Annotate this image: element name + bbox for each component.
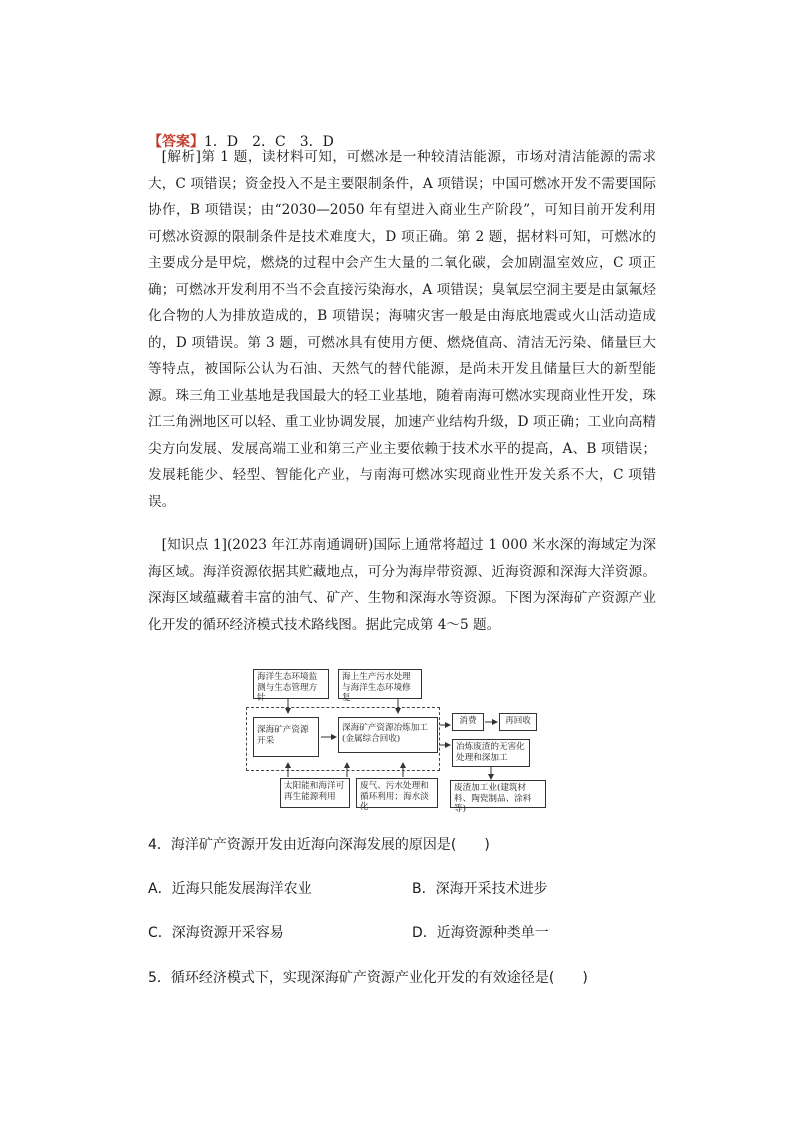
question-5-stem: 5．循环经济模式下，实现深海矿产资源产业化开发的有效途径是( ): [148, 970, 588, 986]
box-waste: 废气、污水处理和循环利用；海水淡化: [356, 778, 438, 808]
box-smelting: 深海矿产资源冶炼加工(金属综合回收): [338, 717, 438, 753]
answer-text: 1．D 2．C 3．D: [204, 134, 334, 150]
box-consume: 消费: [452, 713, 484, 731]
box-mining: 深海矿产资源开采: [253, 717, 319, 757]
analysis-paragraph: [解析]第 1 题，读材料可知，可燃冰是一种较清洁能源，市场对清洁能源的需求大，C 项错误；资金投入不是主要限制条件，A 项错误；中国可燃冰开发不需要国际协作，B 项错误；由“2030—2050 年有望进入商业生产阶段”，可知目前开发利用可燃冰资源的限制条件是技术难度大，D 项正确。第 2 题，据材料可知，可燃冰的主要成分是甲烷，燃烧的过程中会产生大量的二氧化碳，会加剧温室效应，C 项正确；可燃冰开发利用不当不会直接污染海水，A 项错误；臭氧层空洞主要是由氯氟烃化合物的人为排放造成的，B 项错误；海啸灾害一般是由海底地震或火山活动造成的，D 项错误。第 3 题，可燃冰具有使用方便、燃烧值高、清洁无污染、储量巨大等特点，被国际公认为石油、天然气的替代能源，是尚未开发且储量巨大的新型能源。珠三角工业基地是我国最大的轻工业基地，随着南海可燃冰实现商业性开发，珠江三角洲地区可以轻、重工业协调发展，加速产业结构升级，D 项正确；工业向高精尖方向发展、发展高端工业和第三产业主要依赖于技术水平的提高，A、B 项错误；发展耗能少、轻型、智能化产业，与南海可燃冰实现商业性开发关系不大，C 项错误。: [148, 149, 656, 510]
circular-economy-diagram: [243, 665, 558, 814]
box-monitoring: 海洋生态环境监测与生态管理方针: [253, 669, 329, 699]
q4-option-c[interactable]: C．深海资源开采容易: [148, 925, 284, 941]
answer-tag: 【答案】: [148, 134, 204, 150]
q4-option-a[interactable]: A．近海只能发展海洋农业: [148, 881, 312, 897]
box-sewage: 海上生产污水处理与海洋生态环境修复: [338, 669, 422, 699]
box-slag-treatment: 冶炼废渣的无害化处理和深加工: [452, 739, 530, 767]
question-4-stem: 4．海洋矿产资源开发由近海向深海发展的原因是( ): [148, 837, 490, 853]
knowledge-paragraph: [知识点 1](2023 年江苏南通调研)国际上通常将超过 1 000 米水深的海域定为深海区域。海洋资源依据其贮藏地点，可分为海岸带资源、近海资源和深海大洋资源。深海区域蕴藏着丰富的油气、矿产、生物和深海水等资源。下图为深海矿产资源产业化开发的循环经济模式技术路线图。据此完成第 4～5 题。: [148, 537, 656, 633]
q4-option-b[interactable]: B．深海开采技术进步: [412, 881, 548, 897]
q4-option-d[interactable]: D．近海资源种类单一: [412, 925, 549, 941]
box-slag-industry: 废渣加工业(建筑材料、陶瓷制品、涂料等): [450, 780, 546, 808]
box-recycle: 再回收: [499, 713, 537, 731]
box-solar: 太阳能和海洋可再生能源利用: [280, 778, 350, 808]
